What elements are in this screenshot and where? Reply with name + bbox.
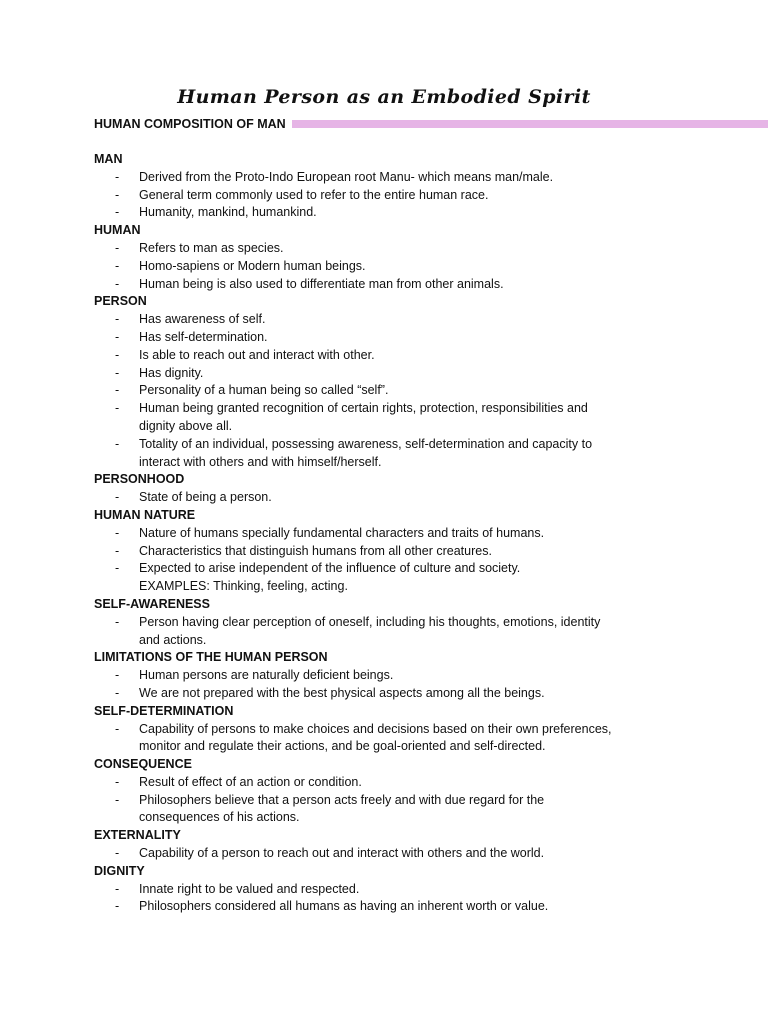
term-definition-list	[94, 525, 694, 596]
list-item	[94, 347, 694, 365]
list-item	[94, 667, 694, 685]
list-item	[94, 543, 694, 561]
list-item	[94, 881, 694, 899]
term-heading: PERSON	[94, 294, 147, 309]
term-heading: LIMITATIONS OF THE HUMAN PERSON	[94, 650, 328, 665]
list-item	[94, 365, 694, 383]
definition-block	[94, 703, 694, 756]
dash-bullet: -	[115, 525, 120, 540]
list-item	[94, 489, 694, 507]
dash-bullet: -	[115, 490, 120, 505]
definition-block	[94, 507, 694, 596]
definition-block	[94, 222, 694, 293]
list-item-text: Totality of an individual, possessing awareness, self-determination and capacity to	[139, 436, 593, 451]
list-item-text: dignity above all.	[139, 418, 233, 433]
term-definition-list	[94, 881, 694, 917]
list-item	[94, 329, 694, 347]
term-heading: DIGNITY	[94, 863, 145, 878]
list-item-text: Refers to man as species.	[139, 240, 284, 255]
dash-bullet: -	[115, 685, 120, 700]
term-heading: SELF-AWARENESS	[94, 596, 210, 611]
term-heading: CONSEQUENCE	[94, 757, 192, 772]
dash-bullet: -	[115, 258, 120, 273]
list-item-text: Human persons are naturally deficient beings.	[139, 668, 394, 683]
document-title: Human Person as an Embodied Spirit	[177, 86, 591, 108]
list-item-text: General term commonly used to refer to the entire human race.	[139, 187, 489, 202]
dash-bullet: -	[115, 561, 120, 576]
list-item-text: Philosophers believe that a person acts freely and with due regard for the	[139, 792, 545, 807]
definition-block	[94, 596, 694, 649]
list-item-text: Capability of a person to reach out and interact with others and the world.	[139, 846, 545, 861]
term-definition-list	[94, 774, 694, 827]
dash-bullet: -	[115, 276, 120, 291]
list-item	[94, 898, 694, 916]
list-item-text: Capability of persons to make choices and decisions based on their own preferences,	[139, 721, 612, 736]
section-heading	[94, 115, 768, 133]
term-definition-list	[94, 311, 694, 471]
list-item	[94, 276, 694, 294]
list-item	[94, 169, 694, 187]
dash-bullet: -	[115, 846, 120, 861]
definitions-list	[94, 151, 694, 916]
list-item	[94, 311, 694, 329]
term-heading: PERSONHOOD	[94, 472, 185, 487]
dash-bullet: -	[115, 187, 120, 202]
term-definition-list	[94, 667, 694, 703]
definition-block	[94, 151, 694, 222]
dash-bullet: -	[115, 169, 120, 184]
list-item	[94, 240, 694, 258]
dash-bullet: -	[115, 668, 120, 683]
term-definition-list	[94, 489, 694, 507]
section-heading-label: HUMAN COMPOSITION OF MAN	[94, 117, 286, 131]
list-item-text: Person having clear perception of oneself, including his thoughts, emotions, identity	[139, 614, 601, 629]
dash-bullet: -	[115, 614, 120, 629]
list-item-text: Nature of humans specially fundamental characters and traits of humans.	[139, 525, 545, 540]
term-heading: MAN	[94, 152, 123, 166]
list-item	[94, 525, 694, 543]
list-item	[94, 560, 694, 596]
term-definition-list	[94, 169, 694, 222]
list-item	[94, 187, 694, 205]
list-item-text: consequences of his actions.	[139, 810, 300, 825]
dash-bullet: -	[115, 401, 120, 416]
list-item-text: interact with others and with himself/herself.	[139, 454, 382, 469]
list-item-text: Homo-sapiens or Modern human beings.	[139, 258, 366, 273]
list-item	[94, 204, 694, 222]
list-item-text: Derived from the Proto-Indo European root Manu- which means man/male.	[139, 169, 554, 184]
definition-block	[94, 293, 694, 471]
term-heading: EXTERNALITY	[94, 828, 181, 843]
dash-bullet: -	[115, 347, 120, 362]
list-item-text: Human being granted recognition of certain rights, protection, responsibilities and	[139, 401, 588, 416]
list-item	[94, 436, 694, 472]
list-item	[94, 685, 694, 703]
list-item-text: Humanity, mankind, humankind.	[139, 205, 317, 220]
dash-bullet: -	[115, 365, 120, 380]
list-item-text: Result of effect of an action or condition.	[139, 774, 362, 789]
dash-bullet: -	[115, 774, 120, 789]
list-item-text: Has awareness of self.	[139, 312, 266, 327]
list-item	[94, 614, 694, 650]
list-item-text: and actions.	[139, 632, 207, 647]
dash-bullet: -	[115, 792, 120, 807]
list-item-text: State of being a person.	[139, 490, 272, 505]
list-item-text: Has self-determination.	[139, 329, 268, 344]
term-definition-list	[94, 721, 694, 757]
list-item	[94, 792, 694, 828]
list-item-text: Characteristics that distinguish humans from all other creatures.	[139, 543, 492, 558]
dash-bullet: -	[115, 881, 120, 896]
list-item-text: Has dignity.	[139, 365, 204, 380]
definition-block	[94, 827, 694, 863]
list-item	[94, 845, 694, 863]
dash-bullet: -	[115, 543, 120, 558]
list-item	[94, 774, 694, 792]
dash-bullet: -	[115, 899, 120, 914]
list-item	[94, 258, 694, 276]
list-item-text: monitor and regulate their actions, and be goal-oriented and self-directed.	[139, 739, 546, 754]
definition-block	[94, 471, 694, 507]
list-item	[94, 721, 694, 757]
list-item	[94, 400, 694, 436]
dash-bullet: -	[115, 205, 120, 220]
list-item-text: We are not prepared with the best physical aspects among all the beings.	[139, 685, 545, 700]
definition-block	[94, 649, 694, 702]
list-item-text: EXAMPLES: Thinking, feeling, acting.	[139, 579, 348, 594]
term-heading: HUMAN	[94, 223, 141, 238]
list-item	[94, 382, 694, 400]
heading-highlight-bar	[292, 120, 768, 128]
dash-bullet: -	[115, 436, 120, 451]
list-item-text: Philosophers considered all humans as having an inherent worth or value.	[139, 899, 549, 914]
term-definition-list	[94, 614, 694, 650]
term-definition-list	[94, 240, 694, 293]
definition-block	[94, 756, 694, 827]
list-item-text: Expected to arise independent of the influence of culture and society.	[139, 561, 521, 576]
dash-bullet: -	[115, 312, 120, 327]
dash-bullet: -	[115, 329, 120, 344]
term-definition-list	[94, 845, 694, 863]
list-item-text: Innate right to be valued and respected.	[139, 881, 360, 896]
list-item-text: Is able to reach out and interact with other.	[139, 347, 375, 362]
dash-bullet: -	[115, 721, 120, 736]
term-heading: HUMAN NATURE	[94, 507, 196, 522]
definition-block	[94, 863, 694, 916]
dash-bullet: -	[115, 383, 120, 398]
list-item-text: Human being is also used to differentiate man from other animals.	[139, 276, 504, 291]
term-heading: SELF-DETERMINATION	[94, 703, 234, 718]
dash-bullet: -	[115, 240, 120, 255]
list-item-text: Personality of a human being so called “self”.	[139, 383, 389, 398]
